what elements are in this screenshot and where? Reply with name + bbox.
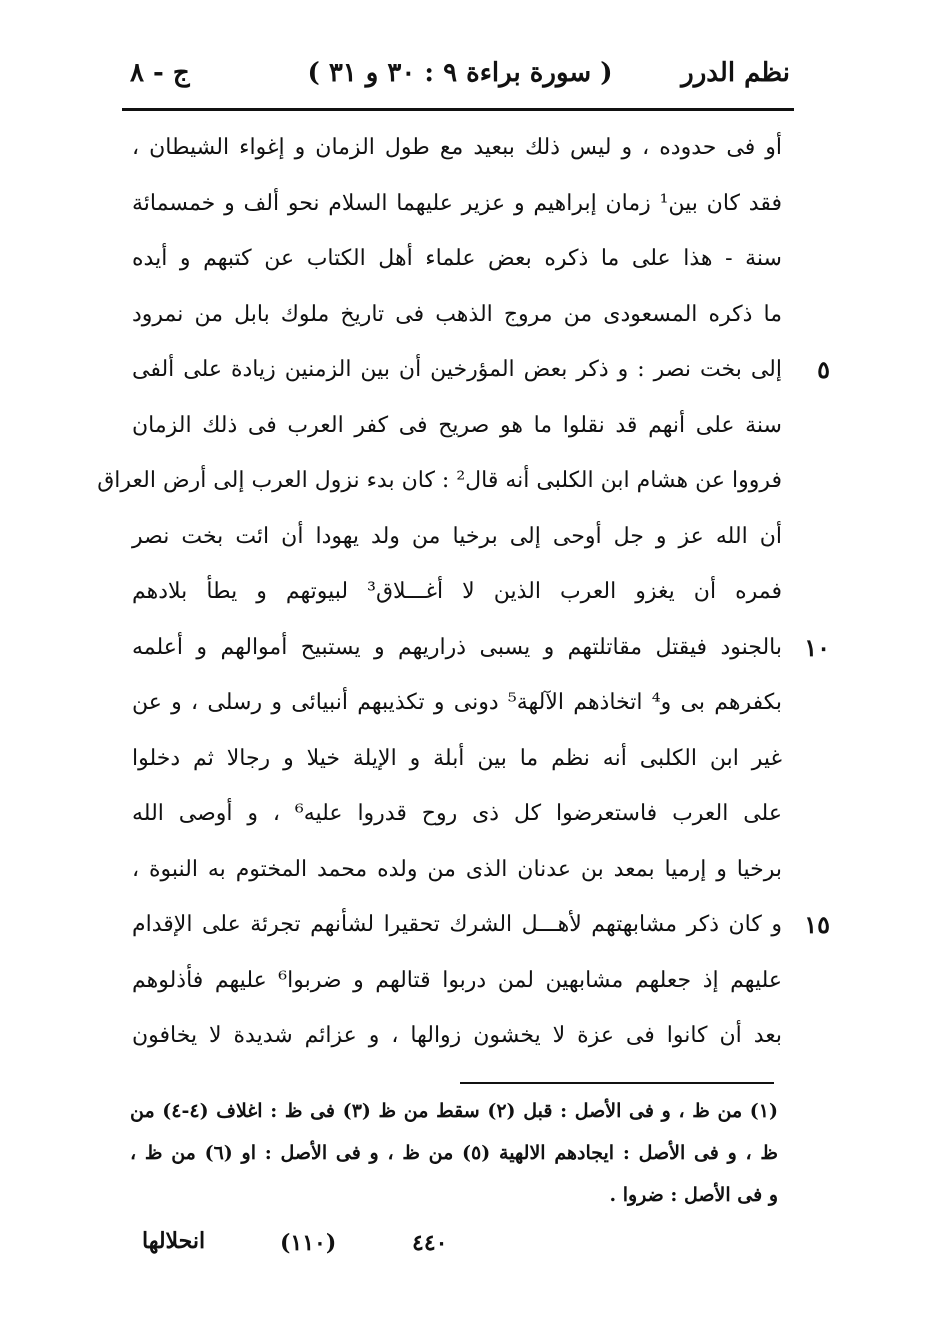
text-line: برخيا و إرميا بمعد بن عدنان الذى من ولده محمد المختوم به النبوة ، — [132, 856, 782, 882]
line-number: ١٥ — [804, 910, 830, 939]
line-number: ٥ — [817, 355, 830, 384]
text-line: أن الله عز و جل أوحى إلى برخيا من ولد يهودا أن ائت بخت نصر — [132, 523, 782, 549]
text-line: عليهم إذ جعلهم مشابهين لمن دربوا قتالهم و ضربوا⁶ عليهم فأذلوهم — [132, 967, 782, 993]
footnote-rule — [460, 1082, 774, 1084]
footnote-line: (١) من ظ ، و فى الأصل : قبل (٢) سقط من ظ (٣) فى ظ : اغلاف (٤-٤) من — [130, 1100, 779, 1122]
text-line: غير ابن الكلبى أنه نظم ما بين أبلة و الإيلة خيلا و رجالا ثم دخلوا — [132, 745, 782, 771]
text-line: سنة - هذا على ما ذكره بعض علماء أهل الكتاب عن كتبهم و أيده — [132, 246, 782, 271]
footnote-line: و فى الأصل : ضروا . — [609, 1184, 778, 1206]
catchword: انحلالها — [142, 1228, 206, 1254]
header-rule — [122, 108, 794, 111]
text-line: سنة على أنهم قد نقلوا ما هو صريح فى كفر العرب فى ذلك الزمان — [132, 412, 782, 438]
text-line: فرووا عن هشام ابن الكلبى أنه قال² : كان بدء نزول العرب إلى أرض العراق — [97, 468, 782, 493]
text-line: أو فى حدوده ، و ليس ذلك ببعيد مع طول الزمان و إغواء الشيطان ، — [132, 135, 783, 160]
text-line: بكفرهم بى و⁴ اتخاذهم الآلهة⁵ دونى و تكذيبهم أنبيائى و رسلى ، و عن — [132, 690, 783, 715]
text-line: فقد كان بين¹ زمان إبراهيم و عزير عليهما السلام نحو ألف و خمسمائة — [132, 190, 782, 216]
page-number: ٤٤٠ — [412, 1230, 448, 1256]
main-text — [97, 120, 830, 1064]
text-line: بعد أن كانوا فى عزة لا يخشون زوالها ، و عزائم شديدة لا يخافون — [132, 1023, 782, 1048]
footnotes — [130, 1090, 778, 1216]
signature-mark: (١١٠) — [280, 1230, 337, 1256]
surah-reference: ( سورة براءة ٩ : ٣٠ و ٣١ ) — [307, 58, 613, 88]
volume-number: ج - ٨ — [130, 58, 190, 88]
text-line: على العرب فاستعرضوا كل ذى روح قدروا عليه⁶ ، و أوصى الله — [132, 801, 782, 826]
text-line: بالجنود فيقتل مقاتلتهم و يسبى ذراريهم و يستبيح أموالهم و أعلمه ١٠ — [132, 620, 782, 676]
line-number: ١٠ — [804, 632, 830, 662]
footnote-line: ظ ، و فى الأصل : ايجادهم الالهية (٥) من ظ ، و فى الأصل : او (٦) من ظ ، — [130, 1142, 778, 1164]
page-footer — [130, 1228, 790, 1268]
text-line: فمره أن يغزو العرب الذين لا أغـــلاق³ لبيوتهم و يطأ بلادهم — [132, 579, 782, 604]
text-line: و كان ذكر مشابهتهم لأهـــل الشرك تحقيرا لشأنهم تجرئة على الإقدام ١٥ — [132, 897, 782, 953]
text-line: ما ذكره المسعودى من مروج الذهب فى تاريخ ملوك بابل من نمرود — [132, 301, 782, 327]
running-header — [130, 58, 790, 98]
book-title: نظم الدرر — [681, 58, 790, 88]
text-line: إلى بخت نصر : و ذكر بعض المؤرخين أن بين الزمنين زيادة على ألفى ٥ — [132, 342, 782, 398]
